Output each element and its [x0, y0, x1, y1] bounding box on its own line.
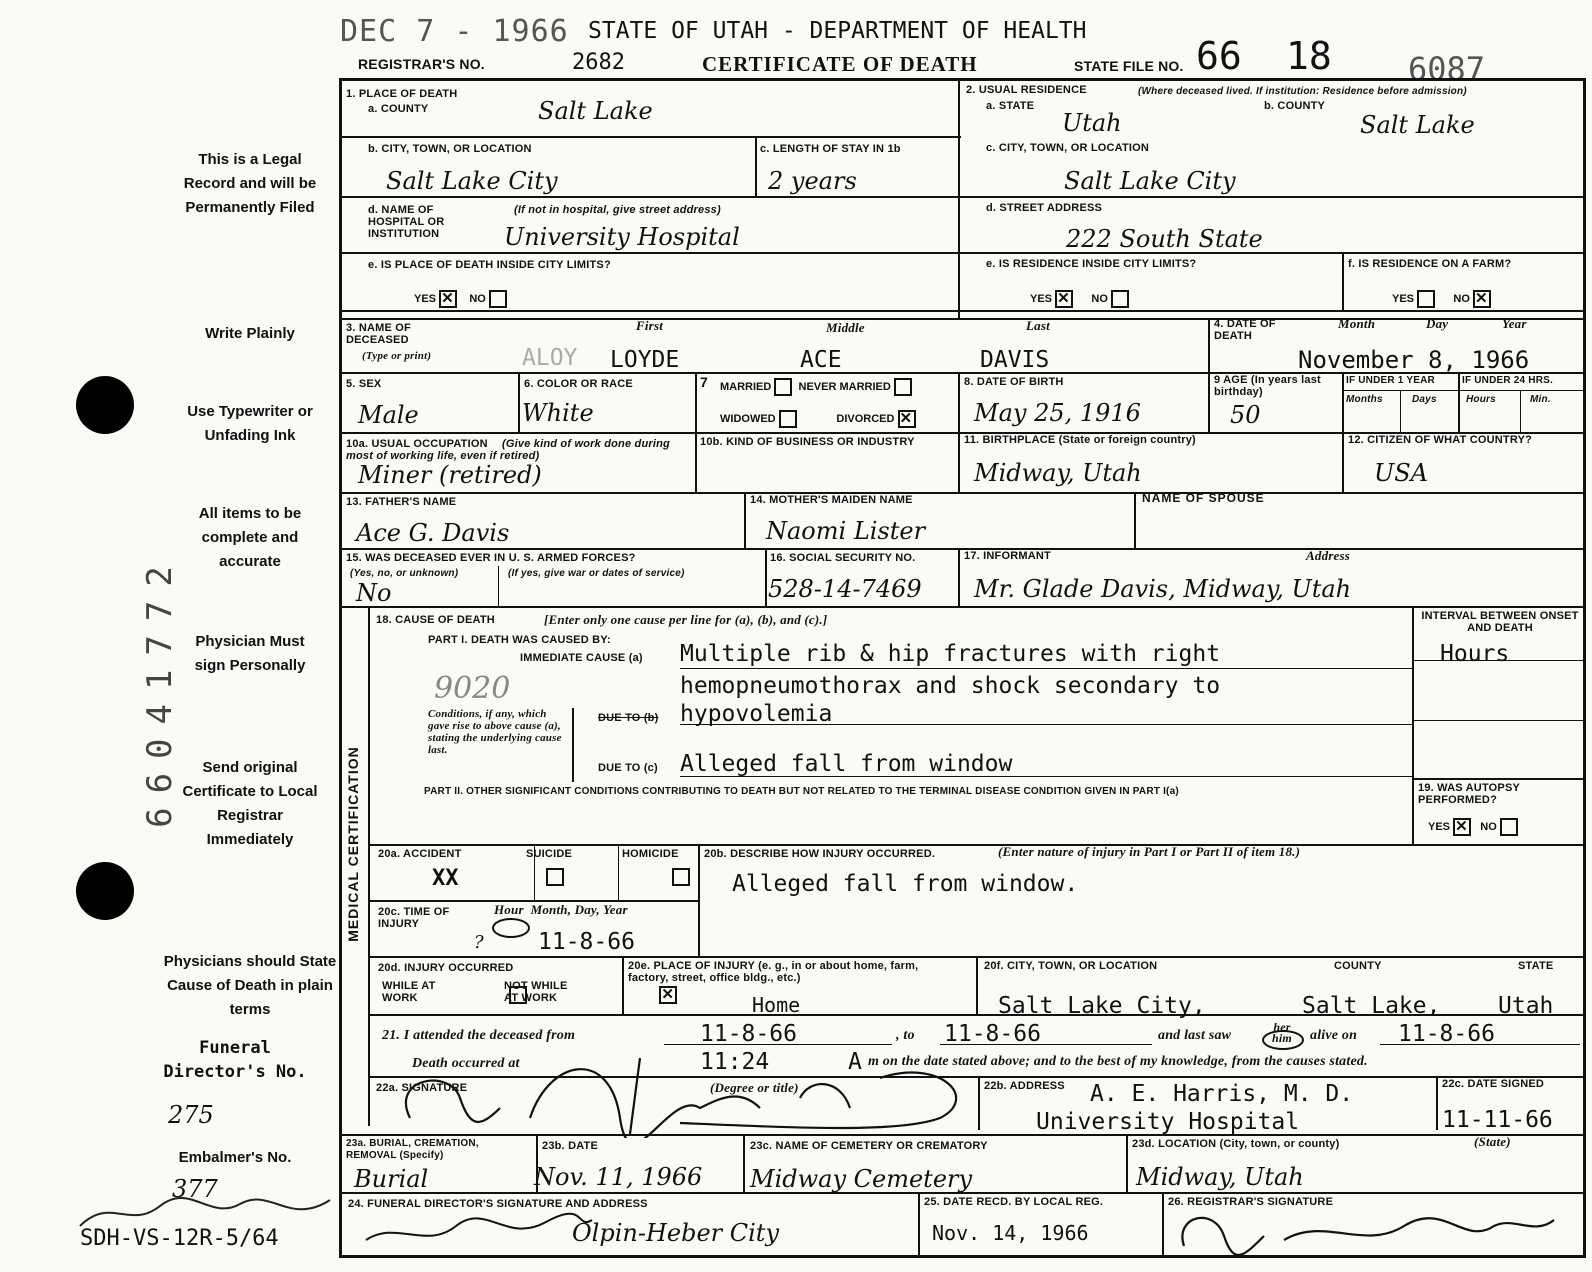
- funeral-director-label: 24. FUNERAL DIRECTOR'S SIGNATURE AND ADDRESS: [348, 1198, 648, 1210]
- hours-label: Hours: [1466, 394, 1496, 405]
- res-state-label: a. STATE: [986, 100, 1035, 112]
- time-of-injury-label: 20c. TIME OF INJURY: [378, 906, 450, 930]
- location-state-label: (State): [1474, 1134, 1511, 1149]
- informant-label: 17. INFORMANT: [964, 550, 1051, 562]
- ssn-label: 16. SOCIAL SECURITY NO.: [770, 552, 916, 564]
- sidebar-plain: Write Plainly: [205, 325, 295, 342]
- attended-from: 11-8-66: [700, 1021, 797, 1047]
- mother-name: Naomi Lister: [766, 517, 926, 545]
- hospital-label: d. NAME OF HOSPITAL OR INSTITUTION: [368, 204, 445, 240]
- age: 50: [1230, 401, 1261, 429]
- interval-label: INTERVAL BETWEEN ONSET AND DEATH: [1421, 610, 1579, 634]
- widowed-label: WIDOWED: [720, 412, 776, 425]
- place-of-death-label: 1. PLACE OF DEATH: [346, 88, 458, 100]
- sidebar-embalmer-label: Embalmer's No.: [178, 1149, 292, 1166]
- place-of-injury-label: 20e. PLACE OF INJURY (e. g., in or about home, farm, factory, street, office bldg., etc.): [628, 960, 919, 984]
- res-inside-no-checkbox[interactable]: [1111, 290, 1129, 308]
- res-street: 222 South State: [1066, 225, 1263, 253]
- injury-city: Salt Lake City,: [998, 993, 1206, 1019]
- cause-line-a1: Multiple rib & hip fractures with right: [680, 641, 1221, 667]
- father-label: 13. FATHER'S NAME: [346, 496, 457, 508]
- alive-on-label: alive on: [1310, 1028, 1358, 1043]
- burial-location: Midway, Utah: [1136, 1163, 1304, 1191]
- him-label: her him: [1272, 1020, 1292, 1045]
- spouse-label: NAME OF SPOUSE: [1142, 491, 1265, 505]
- conditions-bracket: [572, 708, 580, 782]
- name-note: (Type or print): [362, 350, 432, 362]
- inside-city-checkboxes: [414, 290, 507, 308]
- sidebar-embalmer-no: 377: [172, 1175, 218, 1203]
- sidebar-funeral-label: Funeral Director's No.: [163, 1038, 307, 1082]
- day-label: Day: [1426, 316, 1449, 331]
- cause-line-b: hypovolemia: [680, 701, 833, 727]
- last-name: DAVIS: [980, 347, 1050, 373]
- informant: Mr. Glade Davis, Midway, Utah: [974, 575, 1352, 603]
- agency-title: STATE OF UTAH - DEPARTMENT OF HEALTH: [588, 18, 1087, 44]
- accident-label: 20a. ACCIDENT: [378, 848, 462, 860]
- citizen: USA: [1374, 459, 1428, 487]
- informant-address-label: Address: [1306, 548, 1351, 563]
- stay-label: c. LENGTH OF STAY IN 1b: [760, 143, 901, 155]
- state-file-no-a: 66: [1196, 34, 1242, 78]
- min-label: Min.: [1530, 394, 1551, 405]
- father-name: Ace G. Davis: [356, 519, 510, 547]
- farm-no-label: NO: [1453, 292, 1470, 305]
- cemetery-label: 23c. NAME OF CEMETERY OR CREMATORY: [750, 1140, 988, 1152]
- death-time: 11:24: [700, 1049, 770, 1075]
- under-1-label: IF UNDER 1 YEAR: [1346, 375, 1435, 386]
- race: White: [522, 399, 594, 427]
- injury-city-label: 20f. CITY, TOWN, OR LOCATION: [984, 960, 1158, 972]
- birthplace-label: 11. BIRTHPLACE (State or foreign country): [964, 434, 1196, 446]
- occupation-label: 10a. USUAL OCCUPATION: [346, 438, 488, 450]
- farm-label: f. IS RESIDENCE ON A FARM?: [1348, 258, 1512, 270]
- recd-date: Nov. 14, 1966: [932, 1221, 1089, 1245]
- address-label: 22b. ADDRESS: [984, 1080, 1065, 1092]
- injury-county-label: COUNTY: [1334, 960, 1382, 972]
- registrar-signature: [1164, 1196, 1584, 1260]
- registrar-no: 2682: [572, 50, 625, 75]
- registrar-signature-label: 26. REGISTRAR'S SIGNATURE: [1168, 1196, 1334, 1208]
- months-label: Months: [1346, 394, 1383, 405]
- death-ampm: A: [848, 1049, 862, 1075]
- farm-yes-label: YES: [1392, 292, 1415, 305]
- autopsy-label: 19. WAS AUTOPSY PERFORMED?: [1418, 782, 1520, 806]
- attended-to: 11-8-66: [944, 1021, 1041, 1047]
- status-number: 7: [700, 374, 708, 390]
- res-city-label: c. CITY, TOWN, OR LOCATION: [986, 142, 1150, 154]
- injury-description: Alleged fall from window.: [732, 871, 1079, 897]
- sex: Male: [358, 401, 419, 429]
- medical-certification-label: MEDICAL CERTIFICATION: [345, 746, 361, 942]
- death-city-label: b. CITY, TOWN, OR LOCATION: [368, 143, 532, 155]
- forces-note-a: (Yes, no, or unknown): [350, 568, 459, 579]
- occupation: Miner (retired): [358, 461, 542, 489]
- never-married-label: NEVER MARRIED: [798, 380, 891, 393]
- business-label: 10b. KIND OF BUSINESS OR INDUSTRY: [700, 436, 915, 448]
- received-stamp: DEC 7 - 1966: [340, 14, 569, 49]
- part2-label: PART II. OTHER SIGNIFICANT CONDITIONS CONTRIBUTING TO DEATH BUT NOT RELATED TO THE TERMINAL DISEASE CONDITION GIVEN IN PART I(a): [424, 786, 1179, 797]
- immediate-cause-label: IMMEDIATE CAUSE (a): [520, 652, 643, 664]
- embalmer-signature: [70, 1186, 350, 1236]
- hospital-note: (If not in hospital, give street address): [514, 204, 721, 216]
- farm-checkboxes: [1392, 290, 1491, 308]
- location-label: 23d. LOCATION (City, town, or county): [1132, 1138, 1340, 1150]
- widowed-checkbox[interactable]: [779, 410, 797, 428]
- cause-code: 9020: [434, 671, 511, 706]
- autopsy-yes-label: YES: [1428, 820, 1451, 833]
- res-inside-checkboxes: [1030, 290, 1129, 308]
- date-of-birth: May 25, 1916: [974, 399, 1141, 427]
- married-label: MARRIED: [720, 380, 772, 393]
- place-of-injury: Home: [752, 993, 801, 1017]
- never-married-checkbox[interactable]: [894, 378, 912, 396]
- sidebar-funeral-no: 275: [168, 1101, 214, 1129]
- res-inside-yes-checkbox[interactable]: [1055, 290, 1073, 308]
- birthplace: Midway, Utah: [974, 459, 1142, 487]
- vertical-certificate-number: 66041772: [140, 552, 180, 828]
- state-file-label: STATE FILE NO.: [1074, 58, 1184, 74]
- injury-occurred-label: 20d. INJURY OCCURRED: [378, 962, 514, 974]
- due-to-c-label: DUE TO (c): [598, 762, 658, 774]
- res-inside-yes-label: YES: [1030, 292, 1053, 305]
- residence-note: (Where deceased lived. If institution: Residence before admission): [1138, 86, 1467, 97]
- autopsy-yes-checkbox[interactable]: [1453, 818, 1471, 836]
- form-number: SDH-VS-12R-5/64: [80, 1226, 279, 1251]
- while-work-label: WHILE AT WORK: [382, 980, 436, 1004]
- days-label: Days: [1412, 394, 1437, 405]
- funeral-director: Olpin-Heber City: [572, 1219, 779, 1247]
- res-inside-label: e. IS RESIDENCE INSIDE CITY LIMITS?: [986, 258, 1197, 270]
- him-circle: [1262, 1030, 1304, 1050]
- burial-label: 23a. BURIAL, CREMATION, REMOVAL (Specify): [346, 1138, 479, 1161]
- inside-no-label: NO: [469, 292, 486, 305]
- marital-status-row1: [720, 378, 912, 396]
- sidebar-ink: Use Typewriter or Unfading Ink: [187, 403, 313, 444]
- punch-hole-bottom: [76, 862, 134, 920]
- describe-label: 20b. DESCRIBE HOW INJURY OCCURRED.: [704, 848, 936, 860]
- injury-state-label: STATE: [1518, 960, 1554, 972]
- sex-label: 5. SEX: [346, 378, 382, 390]
- date-signed: 11-11-66: [1442, 1107, 1553, 1133]
- sidebar-complete: All items to be complete and accurate: [198, 505, 302, 570]
- inside-yes-checkbox[interactable]: [439, 290, 457, 308]
- divorced-label: DIVORCED: [836, 412, 895, 425]
- injury-state: Utah: [1498, 993, 1554, 1019]
- accident-mark: XX: [432, 866, 459, 891]
- cause-note: [Enter only one cause per line for (a), (b), and (c).]: [544, 612, 828, 627]
- last-saw-label: and last saw: [1158, 1028, 1232, 1043]
- time-of-injury: 11-8-66: [538, 929, 635, 955]
- inside-city-label: e. IS PLACE OF DEATH INSIDE CITY LIMITS?: [368, 259, 611, 271]
- state-file-no-b: 18: [1286, 34, 1332, 78]
- mother-label: 14. MOTHER'S MAIDEN NAME: [750, 494, 913, 506]
- date-of-death: November 8, 1966: [1298, 346, 1530, 374]
- burial-date-label: 23b. DATE: [542, 1140, 598, 1152]
- time-columns-label: Hour Month, Day, Year: [494, 902, 628, 917]
- divorced-checkbox[interactable]: [898, 410, 916, 428]
- describe-note: (Enter nature of injury in Part I or Part II of item 18.): [998, 844, 1301, 859]
- race-label: 6. COLOR OR RACE: [524, 378, 633, 390]
- marital-status-row2: [720, 410, 916, 428]
- signature-label: 22a. SIGNATURE: [376, 1082, 468, 1094]
- not-while-work-label: NOT WHILE AT WORK: [504, 980, 568, 1004]
- last-label: Last: [1026, 318, 1050, 333]
- funeral-director-signature: [356, 1200, 596, 1256]
- certificate-title: CERTIFICATE OF DEATH: [702, 52, 978, 76]
- death-occurred-tail: m on the date stated above; and to the best of my knowledge, from the causes stated.: [868, 1054, 1368, 1069]
- occupation-note: (Give kind of work done during most of working life, even if retired): [346, 438, 670, 462]
- sidebar-send: Send original Certificate to Local Registrar Immediately: [182, 759, 318, 848]
- farm-yes-checkbox[interactable]: [1417, 290, 1435, 308]
- middle-name: ACE: [800, 347, 842, 373]
- residence-label: 2. USUAL RESIDENCE: [966, 84, 1087, 96]
- inside-no-checkbox[interactable]: [489, 290, 507, 308]
- res-county-label: b. COUNTY: [1264, 100, 1326, 112]
- name-label: 3. NAME OF DECEASED: [346, 322, 411, 346]
- not-while-work-checkbox[interactable]: [659, 986, 677, 1004]
- punch-hole-top: [76, 376, 134, 434]
- date-signed-label: 22c. DATE SIGNED: [1442, 1078, 1545, 1090]
- inside-yes-label: YES: [414, 292, 437, 305]
- res-street-label: d. STREET ADDRESS: [986, 202, 1103, 214]
- degree-label: (Degree or title): [710, 1080, 799, 1095]
- cemetery: Midway Cemetery: [750, 1165, 973, 1193]
- physician-signature: [380, 1038, 980, 1138]
- attended-to-label: , to: [896, 1028, 915, 1043]
- interval: Hours: [1440, 641, 1510, 667]
- suicide-checkbox[interactable]: [546, 868, 564, 886]
- autopsy-no-checkbox[interactable]: [1500, 818, 1518, 836]
- hospital: University Hospital: [504, 223, 740, 251]
- married-checkbox[interactable]: [774, 378, 792, 396]
- suicide-label: SUICIDE: [526, 848, 573, 860]
- cause-line-c: Alleged fall from window: [680, 751, 1013, 777]
- burial-date: Nov. 11, 1966: [534, 1163, 703, 1191]
- forces-label: 15. WAS DECEASED EVER IN U. S. ARMED FORCES?: [346, 552, 636, 564]
- res-inside-no-label: NO: [1091, 292, 1108, 305]
- recd-label: 25. DATE RECD. BY LOCAL REG.: [924, 1196, 1104, 1208]
- sidebar-legal: This is a Legal Record and will be Permanently Filed: [183, 151, 317, 216]
- homicide-label: HOMICIDE: [622, 848, 679, 860]
- length-of-stay: 2 years: [768, 167, 857, 195]
- burial: Burial: [354, 1165, 429, 1193]
- due-to-b-label: DUE TO (b): [598, 712, 659, 724]
- sidebar-physician: Physician Must sign Personally: [194, 633, 306, 674]
- date-of-death-label: 4. DATE OF DEATH: [1214, 318, 1276, 342]
- res-city: Salt Lake City: [1064, 167, 1236, 195]
- citizen-label: 12. CITIZEN OF WHAT COUNTRY?: [1348, 434, 1533, 446]
- autopsy-no-label: NO: [1480, 820, 1497, 833]
- first-name-struck: ALOY: [522, 345, 578, 371]
- homicide-checkbox[interactable]: [672, 868, 690, 886]
- state-file-no-c: 6087: [1408, 50, 1486, 88]
- forces-note-b: (If yes, give war or dates of service): [508, 568, 685, 579]
- am-pm-circle: [492, 918, 530, 938]
- conditions-label: Conditions, if any, which gave rise to above cause (a), stating the underlying cause last.: [428, 708, 562, 756]
- alive-on-date: 11-8-66: [1398, 1021, 1495, 1047]
- dob-label: 8. DATE OF BIRTH: [964, 376, 1064, 388]
- death-occurred-label: Death occurred at: [412, 1056, 520, 1071]
- physician-address: University Hospital: [1036, 1109, 1300, 1135]
- attended-label: 21. I attended the deceased from: [382, 1028, 576, 1043]
- month-label: Month: [1338, 316, 1376, 331]
- first-label: First: [636, 318, 664, 333]
- time-question: ?: [474, 932, 484, 953]
- farm-no-checkbox[interactable]: [1473, 290, 1491, 308]
- age-label: 9 AGE (In years last birthday): [1214, 374, 1321, 398]
- year-label: Year: [1502, 316, 1527, 331]
- ssn: 528-14-7469: [768, 575, 922, 603]
- county-label: a. COUNTY: [368, 103, 429, 115]
- death-city: Salt Lake City: [386, 167, 558, 195]
- registrar-no-label: REGISTRAR'S NO.: [358, 56, 485, 72]
- res-state: Utah: [1062, 109, 1122, 137]
- cause-line-a2: hemopneumothorax and shock secondary to: [680, 673, 1221, 699]
- physician-name: A. E. Harris, M. D.: [1090, 1081, 1354, 1107]
- autopsy-checkboxes: [1428, 818, 1518, 836]
- cause-label: 18. CAUSE OF DEATH: [376, 614, 495, 626]
- middle-label: Middle: [826, 320, 865, 335]
- injury-county: Salt Lake,: [1302, 993, 1441, 1019]
- first-name: LOYDE: [610, 347, 680, 373]
- death-county: Salt Lake: [538, 97, 653, 125]
- armed-forces: No: [356, 579, 392, 607]
- sidebar-cause: Physicians should State Cause of Death in plain terms: [163, 953, 337, 1018]
- under-24-label: IF UNDER 24 HRS.: [1462, 375, 1553, 386]
- res-county: Salt Lake: [1360, 111, 1475, 139]
- part1-label: PART I. DEATH WAS CAUSED BY:: [428, 634, 611, 646]
